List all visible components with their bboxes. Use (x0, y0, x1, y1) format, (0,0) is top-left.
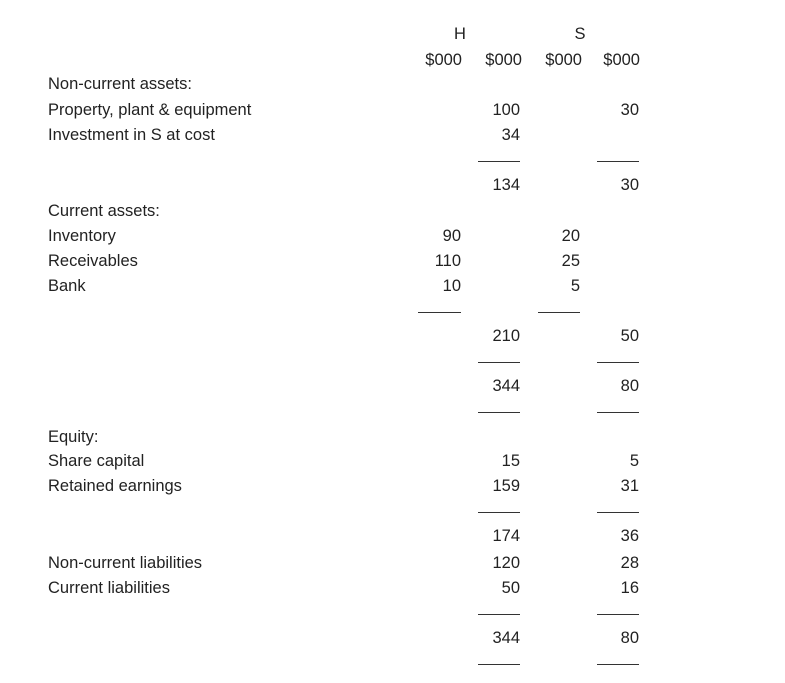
bank-label: Bank (48, 277, 86, 295)
unit-header-h1: $000 (425, 51, 462, 69)
ncl-h-value: 120 (492, 554, 520, 572)
rule (597, 512, 639, 513)
rule (597, 161, 639, 162)
equity-total-s: 36 (620, 527, 639, 545)
retained-earnings-label: Retained earnings (48, 477, 182, 495)
rule (597, 362, 639, 363)
unit-header-s1: $000 (545, 51, 582, 69)
company-h-header: H (454, 25, 466, 43)
total-assets-h: 344 (492, 377, 520, 395)
ca-total-s: 50 (620, 327, 639, 345)
rule (478, 412, 520, 413)
ppe-h-value: 100 (492, 101, 520, 119)
equity-total-h: 174 (492, 527, 520, 545)
rule (478, 161, 520, 162)
inventory-h-value: 90 (442, 227, 461, 245)
rule (538, 312, 580, 313)
rule (597, 664, 639, 665)
non-current-liabilities-label: Non-current liabilities (48, 554, 203, 572)
non-current-assets-heading: Non-current assets: (48, 75, 192, 93)
ca-total-h: 210 (492, 327, 520, 345)
nca-total-s: 30 (620, 176, 639, 194)
inventory-label: Inventory (48, 227, 116, 245)
investment-h-value: 34 (501, 126, 520, 144)
rule (478, 664, 520, 665)
receivables-h-value: 110 (434, 252, 461, 270)
bank-h-value: 10 (442, 277, 461, 295)
receivables-s-value: 25 (561, 252, 580, 270)
total-assets-s: 80 (620, 377, 639, 395)
retained-earnings-h-value: 159 (492, 477, 520, 495)
share-capital-s-value: 5 (629, 452, 639, 470)
rule (478, 512, 520, 513)
rule (478, 614, 520, 615)
ppe-label: Property, plant & equipment (48, 101, 252, 119)
rule (418, 312, 461, 313)
current-assets-heading: Current assets: (48, 202, 160, 220)
ncl-s-value: 28 (620, 554, 639, 572)
unit-header-h2: $000 (485, 51, 522, 69)
current-liabilities-label: Current liabilities (48, 579, 170, 597)
rule (597, 614, 639, 615)
total-el-h: 344 (492, 629, 520, 647)
share-capital-h-value: 15 (501, 452, 520, 470)
inventory-s-value: 20 (561, 227, 580, 245)
retained-earnings-s-value: 31 (620, 477, 639, 495)
share-capital-label: Share capital (48, 452, 145, 470)
receivables-label: Receivables (48, 252, 138, 270)
investment-label: Investment in S at cost (48, 126, 215, 144)
cl-s-value: 16 (620, 579, 639, 597)
equity-heading: Equity: (48, 428, 99, 446)
ppe-s-value: 30 (620, 101, 639, 119)
bank-s-value: 5 (570, 277, 580, 295)
total-el-s: 80 (620, 629, 639, 647)
cl-h-value: 50 (501, 579, 520, 597)
rule (597, 412, 639, 413)
company-s-header: S (574, 25, 586, 43)
unit-header-s2: $000 (603, 51, 640, 69)
nca-total-h: 134 (492, 176, 520, 194)
rule (478, 362, 520, 363)
